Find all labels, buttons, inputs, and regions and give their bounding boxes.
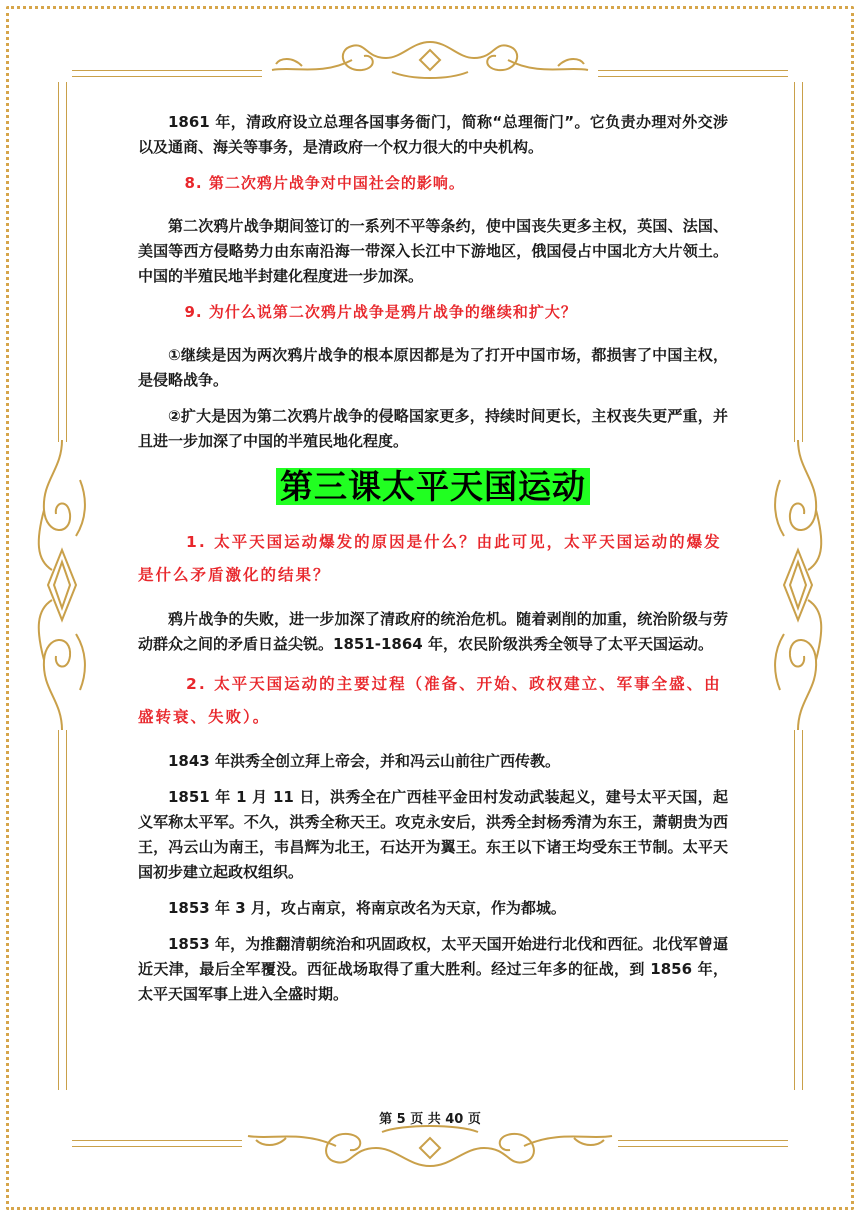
- paragraph-1843: 1843 年洪秀全创立拜上帝会，并和冯云山前往广西传教。: [168, 752, 560, 770]
- frame-line-right-inner-lower: [794, 730, 795, 1090]
- frame-line-top-left: [72, 70, 262, 71]
- frame-line-bottom-left: [72, 1140, 242, 1141]
- question-1: 1. 太平天国运动爆发的原因是什么？由此可见，太平天国运动的爆发是什么矛盾激化的结果？: [138, 533, 722, 584]
- frame-line-right-outer-lower: [802, 730, 803, 1090]
- paragraph-1853-campaigns: 1853 年，为推翻清朝统治和巩固政权，太平天国开始进行北伐和西征。北伐军曾逼近天津，最后全军覆没。西征战场取得了重大胜利。经过三年多的征战，到 1856 年，太平天国军事上进入全盛时期。: [138, 935, 728, 1003]
- page-number: 第 5 页 共 40 页: [379, 1112, 481, 1127]
- left-side-ornament: [32, 440, 92, 730]
- frame-line-top-right: [598, 70, 788, 71]
- frame-line-bottom-right-2: [618, 1146, 788, 1147]
- paragraph-zongli-yamen: 1861 年，清政府设立总理各国事务衙门，简称“总理衙门”。它负责办理对外交涉以及通商、海关等事务，是清政府一个权力很大的中央机构。: [138, 113, 728, 156]
- frame-line-bottom-right: [618, 1140, 788, 1141]
- frame-line-left-inner: [66, 82, 67, 442]
- paragraph-expansion: ②扩大是因为第二次鸦片战争的侵略国家更多，持续时间更长，主权丧失更严重，并且进一步加深了中国的半殖民地化程度。: [138, 407, 728, 450]
- page-content: [138, 110, 728, 1018]
- paragraph-1853-nanjing: 1853 年 3 月，攻占南京，将南京改名为天京，作为都城。: [168, 899, 566, 917]
- paragraph-continuation: ①继续是因为两次鸦片战争的根本原因都是为了打开中国市场，都损害了中国主权，是侵略战争。: [138, 346, 728, 389]
- lesson-title: 第三课太平天国运动: [276, 468, 590, 505]
- question-9: 9. 为什么说第二次鸦片战争是鸦片战争的继续和扩大？: [184, 303, 577, 321]
- lesson-title-wrap: [138, 468, 728, 506]
- frame-line-bottom-left-2: [72, 1146, 242, 1147]
- paragraph-causes: 鸦片战争的失败，进一步加深了清政府的统治危机。随着剥削的加重，统治阶级与劳动群众之间的矛盾日益尖锐。1851-1864 年，农民阶级洪秀全领导了太平天国运动。: [138, 610, 728, 653]
- frame-line-right-inner: [794, 82, 795, 442]
- frame-line-right-outer: [802, 82, 803, 442]
- frame-line-left-outer: [58, 82, 59, 442]
- top-ornament: [262, 36, 598, 84]
- frame-line-left-outer-lower: [58, 730, 59, 1090]
- question-8: 8. 第二次鸦片战争对中国社会的影响。: [184, 174, 465, 192]
- paragraph-1851: 1851 年 1 月 11 日，洪秀全在广西桂平金田村发动武装起义，建号太平天国，起义军称太平军。不久，洪秀全称天王。攻克永安后，洪秀全封杨秀清为东王，萧朝贵为西王，冯云山为南王，韦昌辉为北王，石达开为翼王。东王以下诸王均受东王节制。太平天国初步建立起政权组织。: [138, 788, 728, 881]
- frame-line-top-right-2: [598, 76, 788, 77]
- bottom-ornament: [242, 1122, 618, 1178]
- frame-line-top-left-2: [72, 76, 262, 77]
- frame-line-left-inner-lower: [66, 730, 67, 1090]
- right-side-ornament: [768, 440, 828, 730]
- question-2: 2. 太平天国运动的主要过程（准备、开始、政权建立、军事全盛、由盛转衰、失败）。: [138, 675, 722, 726]
- paragraph-second-opium-war-impact: 第二次鸦片战争期间签订的一系列不平等条约，使中国丧失更多主权，英国、法国、美国等西方侵略势力由东南沿海一带深入长江中下游地区，俄国侵占中国北方大片领土。中国的半殖民地半封建化程度进一步加深。: [138, 217, 728, 285]
